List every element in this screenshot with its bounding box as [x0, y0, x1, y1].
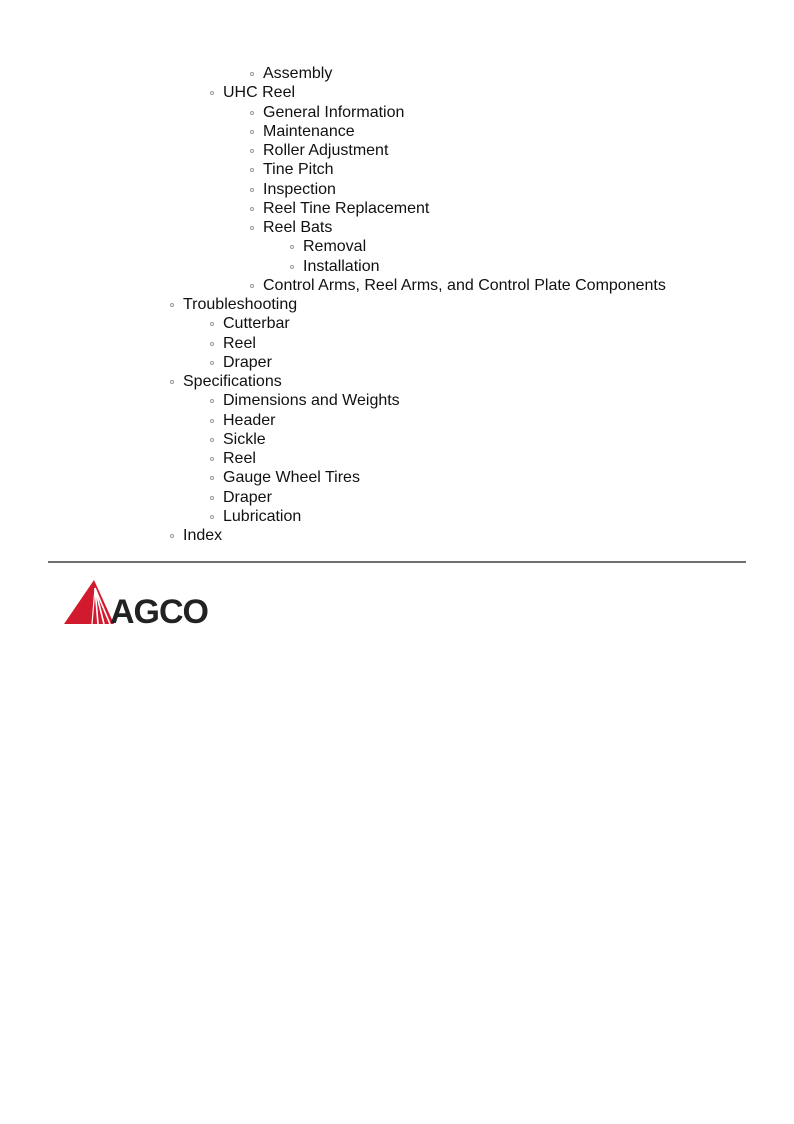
toc-item-label: Inspection	[263, 180, 336, 198]
toc-item-label: Draper	[223, 488, 272, 506]
circle-bullet-icon	[210, 438, 214, 442]
circle-bullet-icon	[250, 111, 254, 115]
toc-item[interactable]	[0, 257, 794, 276]
toc-item[interactable]	[0, 488, 794, 507]
circle-bullet-icon	[210, 419, 214, 423]
toc-item-label: General Information	[263, 103, 405, 121]
toc-item[interactable]	[0, 314, 794, 333]
toc-item-label: Troubleshooting	[183, 296, 298, 313]
circle-bullet-icon	[210, 91, 214, 95]
toc-item[interactable]	[0, 430, 794, 449]
toc-item[interactable]	[0, 276, 794, 295]
toc-item[interactable]	[0, 218, 794, 237]
table-of-contents	[0, 64, 794, 545]
circle-bullet-icon	[210, 515, 214, 519]
footer-divider	[48, 561, 746, 563]
toc-item-label: Dimensions and Weights	[223, 392, 400, 410]
toc-item-label: Reel Tine Replacement	[263, 199, 430, 217]
toc-item[interactable]	[0, 295, 794, 314]
toc-item[interactable]	[0, 180, 794, 199]
toc-item-label: UHC Reel	[223, 84, 296, 102]
agco-logo	[62, 580, 234, 628]
toc-item[interactable]	[0, 391, 794, 410]
circle-bullet-icon	[210, 476, 214, 480]
circle-bullet-icon	[210, 361, 214, 365]
circle-bullet-icon	[250, 149, 254, 153]
circle-bullet-icon	[210, 342, 214, 346]
circle-bullet-icon	[290, 245, 294, 249]
agco-logo-text: AGCO	[110, 593, 208, 628]
toc-item-label: Reel Bats	[263, 219, 333, 236]
circle-bullet-icon	[170, 303, 174, 307]
toc-item[interactable]	[0, 526, 794, 545]
toc-item[interactable]	[0, 468, 794, 487]
toc-item-label: Roller Adjustment	[263, 142, 389, 159]
toc-item-label: Assembly	[263, 65, 333, 82]
toc-item[interactable]	[0, 103, 794, 122]
toc-item-label: Lubrication	[223, 507, 302, 525]
circle-bullet-icon	[250, 130, 254, 134]
circle-bullet-icon	[170, 534, 174, 538]
circle-bullet-icon	[250, 284, 254, 288]
circle-bullet-icon	[210, 399, 214, 403]
toc-item[interactable]	[0, 507, 794, 526]
toc-item[interactable]	[0, 372, 794, 391]
toc-item[interactable]	[0, 411, 794, 430]
toc-item[interactable]	[0, 64, 794, 83]
agco-triangle-logo-icon	[64, 580, 114, 624]
circle-bullet-icon	[170, 380, 174, 384]
toc-item[interactable]	[0, 334, 794, 353]
toc-item[interactable]	[0, 237, 794, 256]
circle-bullet-icon	[210, 457, 214, 461]
circle-bullet-icon	[290, 265, 294, 269]
toc-item[interactable]	[0, 122, 794, 141]
circle-bullet-icon	[210, 496, 214, 500]
circle-bullet-icon	[210, 322, 214, 326]
toc-item[interactable]	[0, 83, 794, 102]
toc-item-label: Index	[183, 527, 223, 544]
circle-bullet-icon	[250, 168, 254, 172]
toc-item[interactable]	[0, 353, 794, 372]
toc-item-label: Reel	[223, 450, 256, 467]
toc-item[interactable]	[0, 449, 794, 468]
toc-item-label: Reel	[223, 334, 256, 352]
circle-bullet-icon	[250, 188, 254, 192]
circle-bullet-icon	[250, 72, 254, 76]
toc-item-label: Gauge Wheel Tires	[223, 469, 360, 487]
toc-item-label: Draper	[223, 353, 272, 371]
toc-item-label: Control Arms, Reel Arms, and Control Plate Components	[263, 276, 666, 294]
toc-item-label: Removal	[303, 238, 367, 256]
toc-item-label: Cutterbar	[223, 315, 290, 333]
toc-item-label: Specifications	[183, 373, 282, 390]
toc-item-label: Maintenance	[263, 122, 355, 140]
toc-item-label: Tine Pitch	[263, 161, 334, 179]
circle-bullet-icon	[250, 226, 254, 230]
circle-bullet-icon	[250, 207, 254, 211]
toc-item-label: Sickle	[223, 430, 266, 448]
toc-item[interactable]	[0, 160, 794, 179]
toc-item-label: Installation	[303, 257, 380, 275]
toc-item[interactable]	[0, 141, 794, 160]
toc-item[interactable]	[0, 199, 794, 218]
toc-item-label: Header	[223, 411, 276, 429]
